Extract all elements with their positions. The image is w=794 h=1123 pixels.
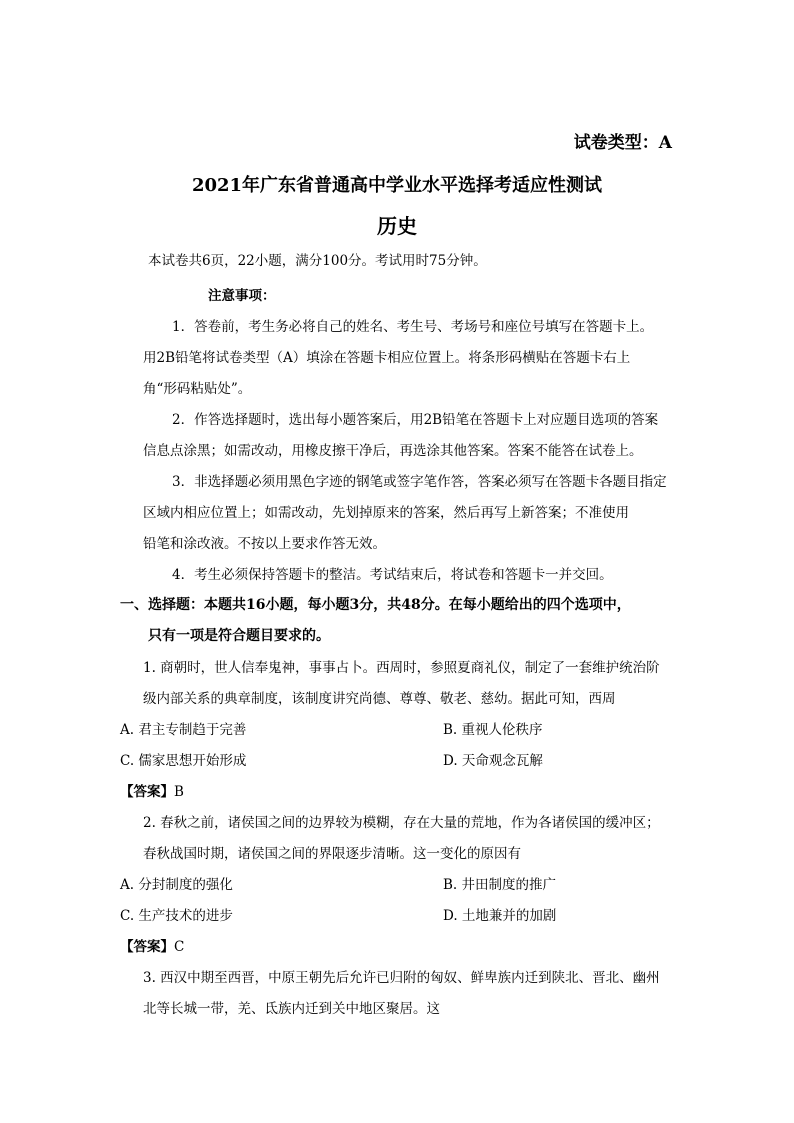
question-2-option-b: B. 井田制度的推广: [443, 877, 557, 893]
notice-line: 3．非选择题必须用黑色字迹的钢笔或签字笔作答，答案必须写在答题卡各题目指定: [172, 474, 667, 490]
notice-line: 4．考生必须保持答题卡的整洁。考试结束后，将试卷和答题卡一并交回。: [172, 567, 613, 583]
answer-label: 【答案】: [120, 939, 174, 955]
question-1-option-d: D. 天命观念瓦解: [443, 753, 543, 769]
notice-line: 用2B铅笔将试卷类型（A）填涂在答题卡相应位置上。将条形码横贴在答题卡右上: [143, 350, 631, 366]
section-heading: 只有一项是符合题目要求的。: [148, 628, 330, 644]
section-heading: 一、选择题：本题共16小题，每小题3分，共48分。在每小题给出的四个选项中，: [120, 597, 631, 613]
question-2-option-c: C. 生产技术的进步: [120, 908, 233, 924]
answer-label: 【答案】: [120, 784, 174, 800]
question-3-stem: 北等长城一带，羌、氐族内迁到关中地区聚居。这: [143, 1001, 440, 1017]
question-1-stem: 级内部关系的典章制度，该制度讲究尚德、尊尊、敬老、慈幼。据此可知，西周: [143, 691, 616, 707]
notice-line: 区域内相应位置上；如需改动，先划掉原来的答案，然后再写上新答案；不准使用: [143, 505, 629, 521]
notice-line: 2．作答选择题时，选出每小题答案后，用2B铅笔在答题卡上对应题目选项的答案: [172, 412, 659, 428]
exam-title: 2021年广东省普通高中学业水平选择考适应性测试: [191, 175, 603, 196]
question-2-stem: 春秋战国时期，诸侯国之间的界限逐步清晰。这一变化的原因有: [143, 846, 521, 862]
answer-value: B: [174, 784, 184, 800]
notice-line: 角“形码粘贴处”。: [143, 381, 252, 397]
question-1-option-c: C. 儒家思想开始形成: [120, 753, 247, 769]
question-2-stem: 2. 春秋之前，诸侯国之间的边界较为模糊，存在大量的荒地，作为各诸侯国的缓冲区；: [143, 815, 660, 831]
question-2-option-a: A. 分封制度的强化: [120, 877, 233, 893]
paper-type: 试卷类型：A: [573, 133, 672, 153]
notice-heading: 注意事项：: [208, 288, 276, 304]
question-1-answer: [120, 780, 184, 800]
notice-line: 信息点涂黑；如需改动，用橡皮擦干净后，再选涂其他答案。答案不能答在试卷上。: [143, 443, 643, 459]
answer-value: C: [174, 939, 185, 955]
question-3-stem: 3. 西汉中期至西晋，中原王朝先后允许已归附的匈奴、鲜卑族内迁到陕北、晋北、幽州: [143, 970, 660, 986]
question-1-option-a: A. 君主专制趋于完善: [120, 722, 247, 738]
question-1-option-b: B. 重视人伦秩序: [443, 722, 543, 738]
question-2-option-d: D. 土地兼并的加剧: [443, 908, 557, 924]
notice-line: 1．答卷前，考生务必将自己的姓名、考生号、考场号和座位号填写在答题卡上。: [172, 319, 654, 335]
question-2-answer: [120, 935, 184, 955]
subject-title: 历史: [377, 214, 417, 238]
notice-line: 铅笔和涂改液。不按以上要求作答无效。: [143, 536, 386, 552]
question-1-stem: 1. 商朝时，世人信奉鬼神，事事占卜。西周时，参照夏商礼仪，制定了一套维护统治阶: [143, 660, 660, 676]
exam-intro: 本试卷共6页，22小题，满分100分。考试用时75分钟。: [148, 253, 487, 269]
